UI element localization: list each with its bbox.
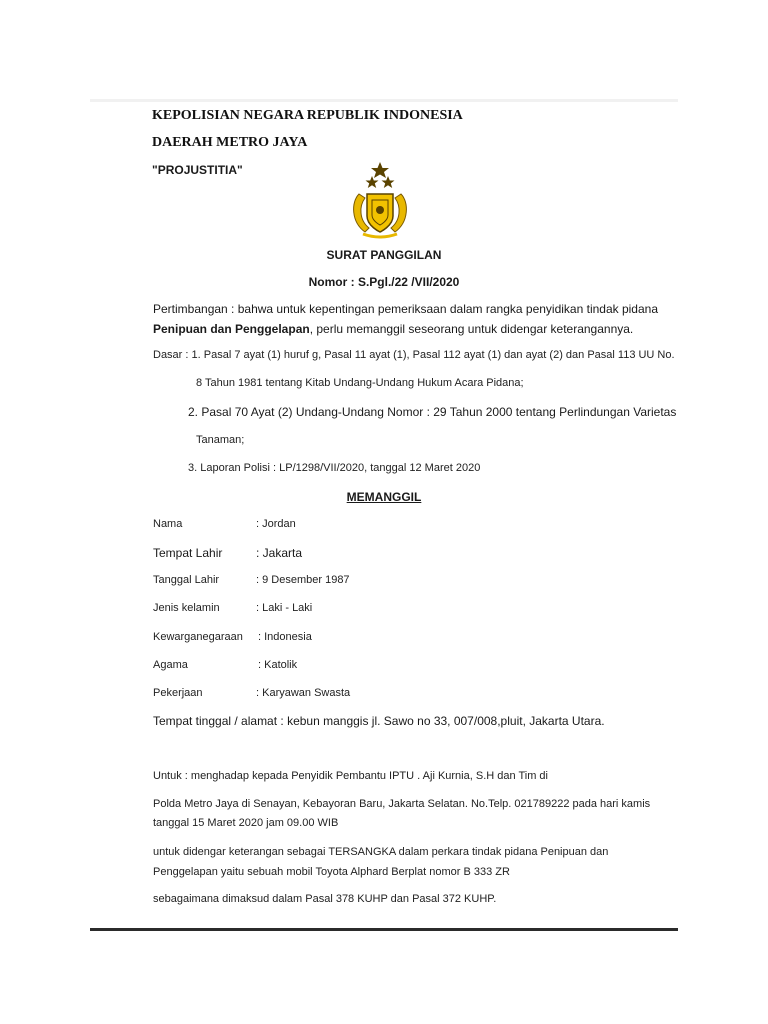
letter-title: SURAT PANGGILAN	[326, 248, 442, 262]
top-divider	[90, 99, 678, 102]
field-value: : Jakarta	[256, 546, 303, 560]
letter-number: Nomor : S.Pgl./22 /VII/2020	[308, 275, 460, 289]
field-label: Tanggal Lahir	[153, 574, 220, 586]
alamat-line: Tempat tinggal / alamat : kebun manggis jl. Sawo no 33, 007/008,pluit, Jakarta Utara.	[153, 714, 605, 728]
pertimbangan-line-1: Pertimbangan : bahwa untuk kepentingan pemeriksaan dalam rangka penyidikan tindak pidana	[153, 302, 659, 316]
pertimbangan-line-2	[153, 322, 633, 336]
untuk-line-6: sebagaimana dimaksud dalam Pasal 378 KUHP dan Pasal 372 KUHP.	[153, 893, 497, 905]
header-line-1: KEPOLISIAN NEGARA REPUBLIK INDONESIA	[152, 108, 463, 123]
untuk-line-2: Polda Metro Jaya di Senayan, Kebayoran Baru, Jakarta Selatan. No.Telp. 021789222 pada hari kamis	[153, 798, 651, 810]
field-label: Kewarganegaraan	[153, 631, 243, 643]
untuk-line-4: untuk didengar keterangan sebagai TERSANGKA dalam perkara tindak pidana Penipuan dan	[153, 846, 609, 858]
dasar-line-4: Tanaman;	[196, 434, 245, 446]
header-line-3: "PROJUSTITIA"	[152, 163, 243, 177]
untuk-line-1: Untuk : menghadap kepada Penyidik Pembantu IPTU . Aji Kurnia, S.H dan Tim di	[153, 770, 548, 782]
untuk-line-3: tanggal 15 Maret 2020 jam 09.00 WIB	[153, 817, 339, 829]
dasar-line-1: Dasar : 1. Pasal 7 ayat (1) huruf g, Pasal 11 ayat (1), Pasal 112 ayat (1) dan ayat (2) dan Pasal 113 UU No.	[153, 349, 675, 361]
field-label: Jenis kelamin	[153, 602, 220, 614]
field-label: Agama	[153, 659, 188, 671]
header-line-2: DAERAH METRO JAYA	[152, 135, 308, 150]
field-value: : 9 Desember 1987	[256, 574, 350, 586]
dasar-line-5: 3. Laporan Polisi : LP/1298/VII/2020, tanggal 12 Maret 2020	[188, 462, 481, 474]
dasar-line-3: 2. Pasal 70 Ayat (2) Undang-Undang Nomor : 29 Tahun 2000 tentang Perlindungan Varietas	[188, 405, 677, 419]
field-value: : Katolik	[258, 659, 298, 671]
field-label: Tempat Lahir	[153, 546, 223, 560]
field-value: : Jordan	[256, 518, 296, 530]
bottom-divider	[90, 928, 678, 931]
field-value: : Laki - Laki	[256, 602, 313, 614]
untuk-line-5: Penggelapan yaitu sebuah mobil Toyota Alphard Berplat nomor B 333 ZR	[153, 866, 510, 878]
field-label: Pekerjaan	[153, 687, 203, 699]
memanggil-heading: MEMANGGIL	[346, 490, 422, 504]
field-label: Nama	[153, 518, 183, 530]
pertimbangan-rest: , perlu memanggil seseorang untuk didengar keterangannya.	[309, 322, 634, 336]
field-value: : Indonesia	[258, 631, 312, 643]
field-value: : Karyawan Swasta	[256, 687, 351, 699]
dasar-line-2: 8 Tahun 1981 tentang Kitab Undang-Undang Hukum Acara Pidana;	[196, 377, 524, 389]
case-name: Penipuan dan Penggelapan	[153, 322, 310, 336]
police-emblem-icon	[345, 160, 415, 240]
